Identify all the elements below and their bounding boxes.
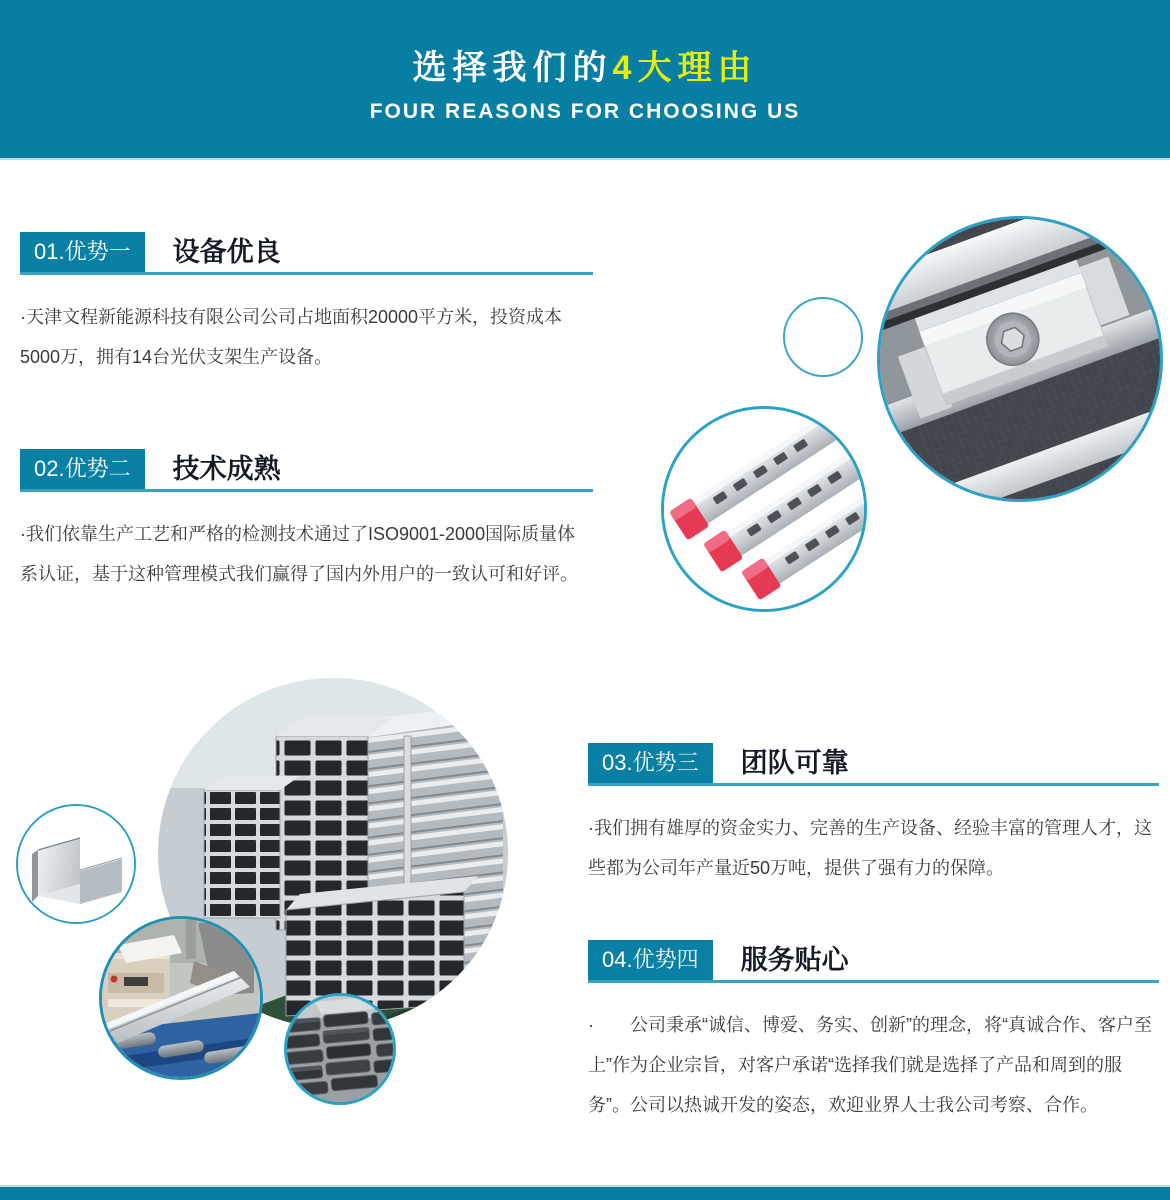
advantage-2-header [20, 449, 593, 492]
advantage-3-header [588, 743, 1159, 786]
advantage-2-badge: 02.优势二 [20, 449, 145, 489]
advantage-section-2 [20, 449, 593, 594]
page-title-main: 选择我们的 [412, 49, 613, 87]
advantage-4-body: · 公司秉承“诚信、博爱、务实、创新”的理念，将“真诚合作、客户至上”作为企业宗旨，对客户承诺“选择我们就是选择了产品和周到的服务”。公司以热诚开发的姿态，欢迎业界人士我公司考察、合作。 [588, 1015, 1152, 1115]
hero-banner [0, 0, 1170, 160]
u-channel-photo-circle [16, 804, 136, 924]
advantage-3-title: 团队可靠 [740, 748, 849, 778]
advantage-1-title: 设备优良 [172, 237, 281, 267]
page-subtitle: FOUR REASONS FOR CHOOSING US [369, 100, 801, 123]
bottom-accent-strip [0, 1185, 1170, 1200]
u-channel-illustration [18, 806, 134, 922]
page-title [0, 0, 1170, 88]
advantage-4-badge: 04.优势四 [588, 940, 713, 980]
advantage-4-header [588, 940, 1159, 983]
advantage-1-header [20, 232, 593, 275]
advantage-3-body: ·我们拥有雄厚的资金实力、完善的生产设备、经验丰富的管理人才，这些都为公司年产量近50万吨，提供了强有力的保障。 [588, 818, 1152, 878]
red-cap-brackets-photo-circle [661, 406, 867, 612]
page-title-highlight: 4大理由 [612, 49, 758, 87]
advantage-4-title: 服务贴心 [740, 945, 849, 975]
advantage-section-4 [588, 940, 1159, 1125]
factory-machine-illustration [102, 919, 260, 1077]
advantage-section-1 [20, 232, 593, 377]
solar-clamp-photo-circle [877, 216, 1163, 502]
solar-clamp-illustration [880, 219, 1160, 499]
red-cap-brackets-illustration [664, 409, 864, 609]
dark-steel-stack-photo-circle [284, 993, 396, 1105]
advantage-2-title: 技术成熟 [172, 454, 281, 484]
advantage-2-body: ·我们依靠生产工艺和严格的检测技术通过了ISO9001-2000国际质量体系认证，基于这种管理模式我们赢得了国内外用户的一致认可和好评。 [20, 524, 578, 584]
advantage-3-badge: 03.优势三 [588, 743, 713, 783]
advantage-1-body: ·天津文程新能源科技有限公司公司占地面积20000平方米，投资成本5000万，拥有14台光伏支架生产设备。 [20, 307, 563, 367]
dark-steel-stack-illustration [287, 996, 393, 1102]
decorative-outline-circle [783, 297, 863, 377]
factory-machine-photo-circle [99, 916, 263, 1080]
advantage-1-badge: 01.优势一 [20, 232, 145, 272]
advantage-section-3 [588, 743, 1159, 888]
